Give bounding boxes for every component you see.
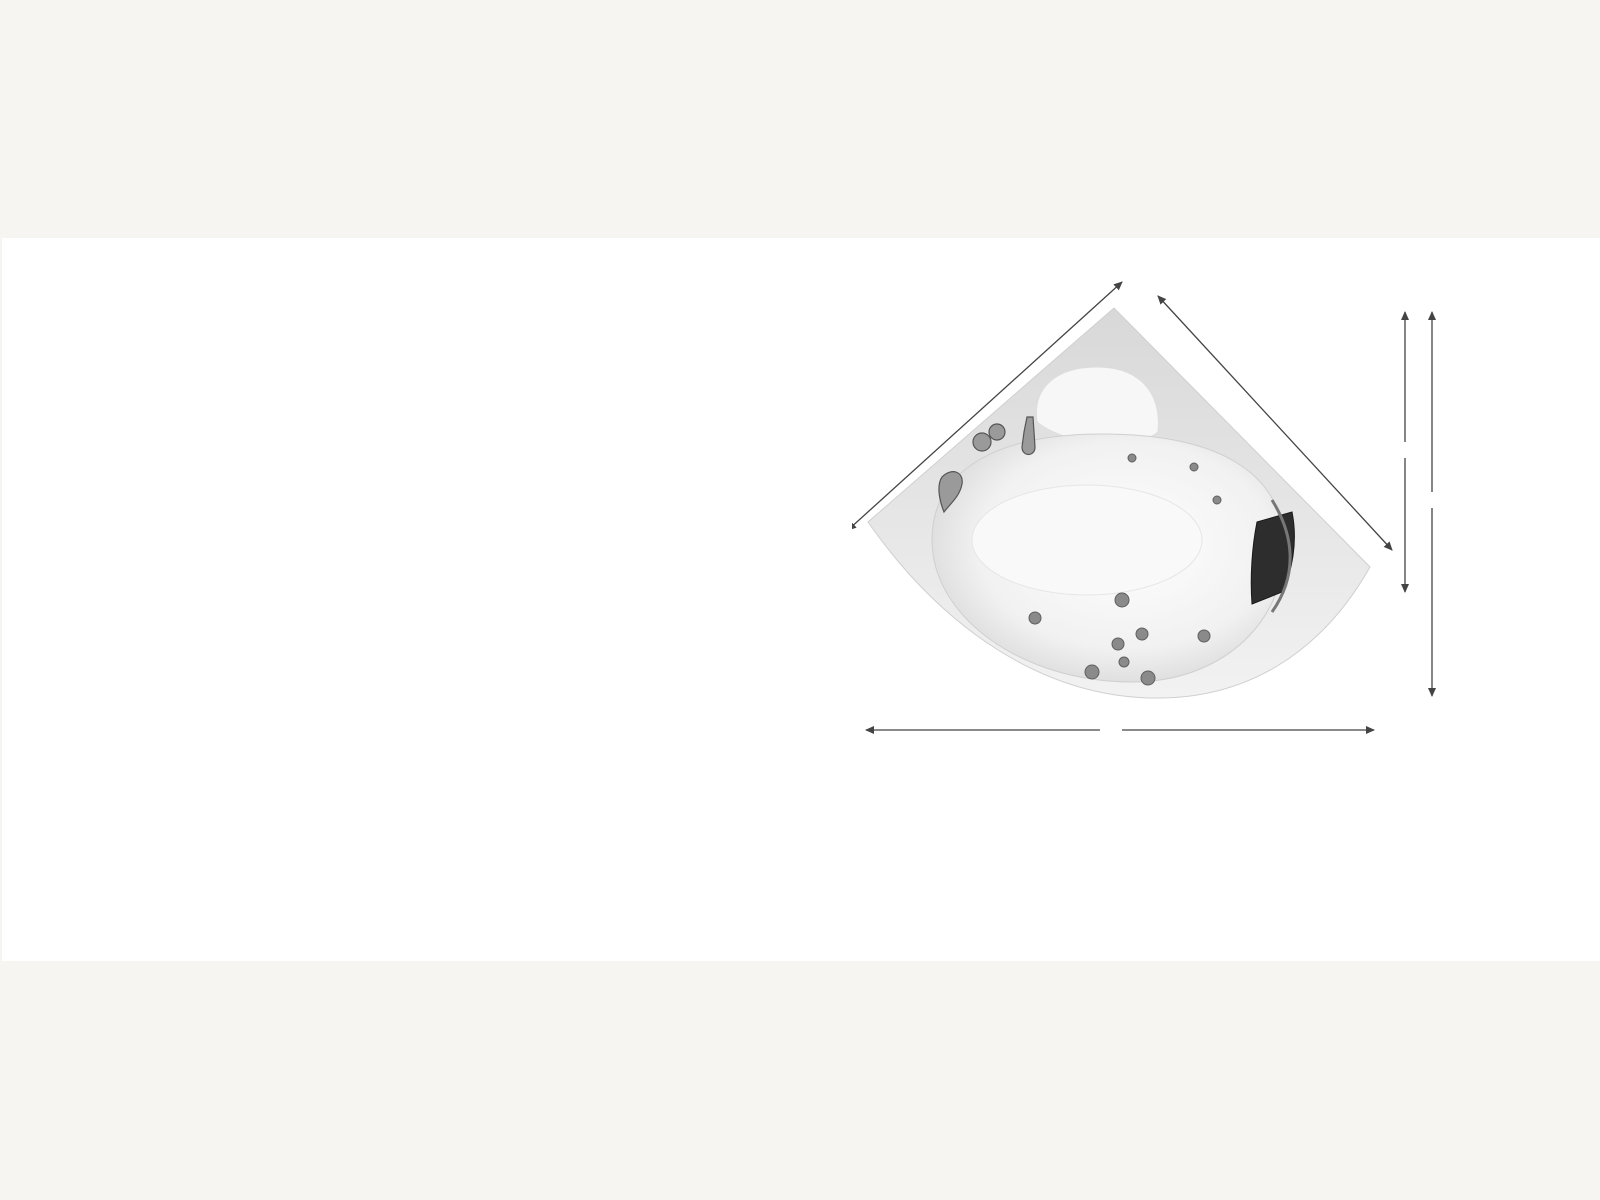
bathtub-diagram-svg <box>852 272 1452 752</box>
features-section <box>104 424 704 430</box>
dimensions-table <box>98 783 102 799</box>
bathtub-diagram <box>852 272 1452 752</box>
spec-card <box>2 238 1600 961</box>
